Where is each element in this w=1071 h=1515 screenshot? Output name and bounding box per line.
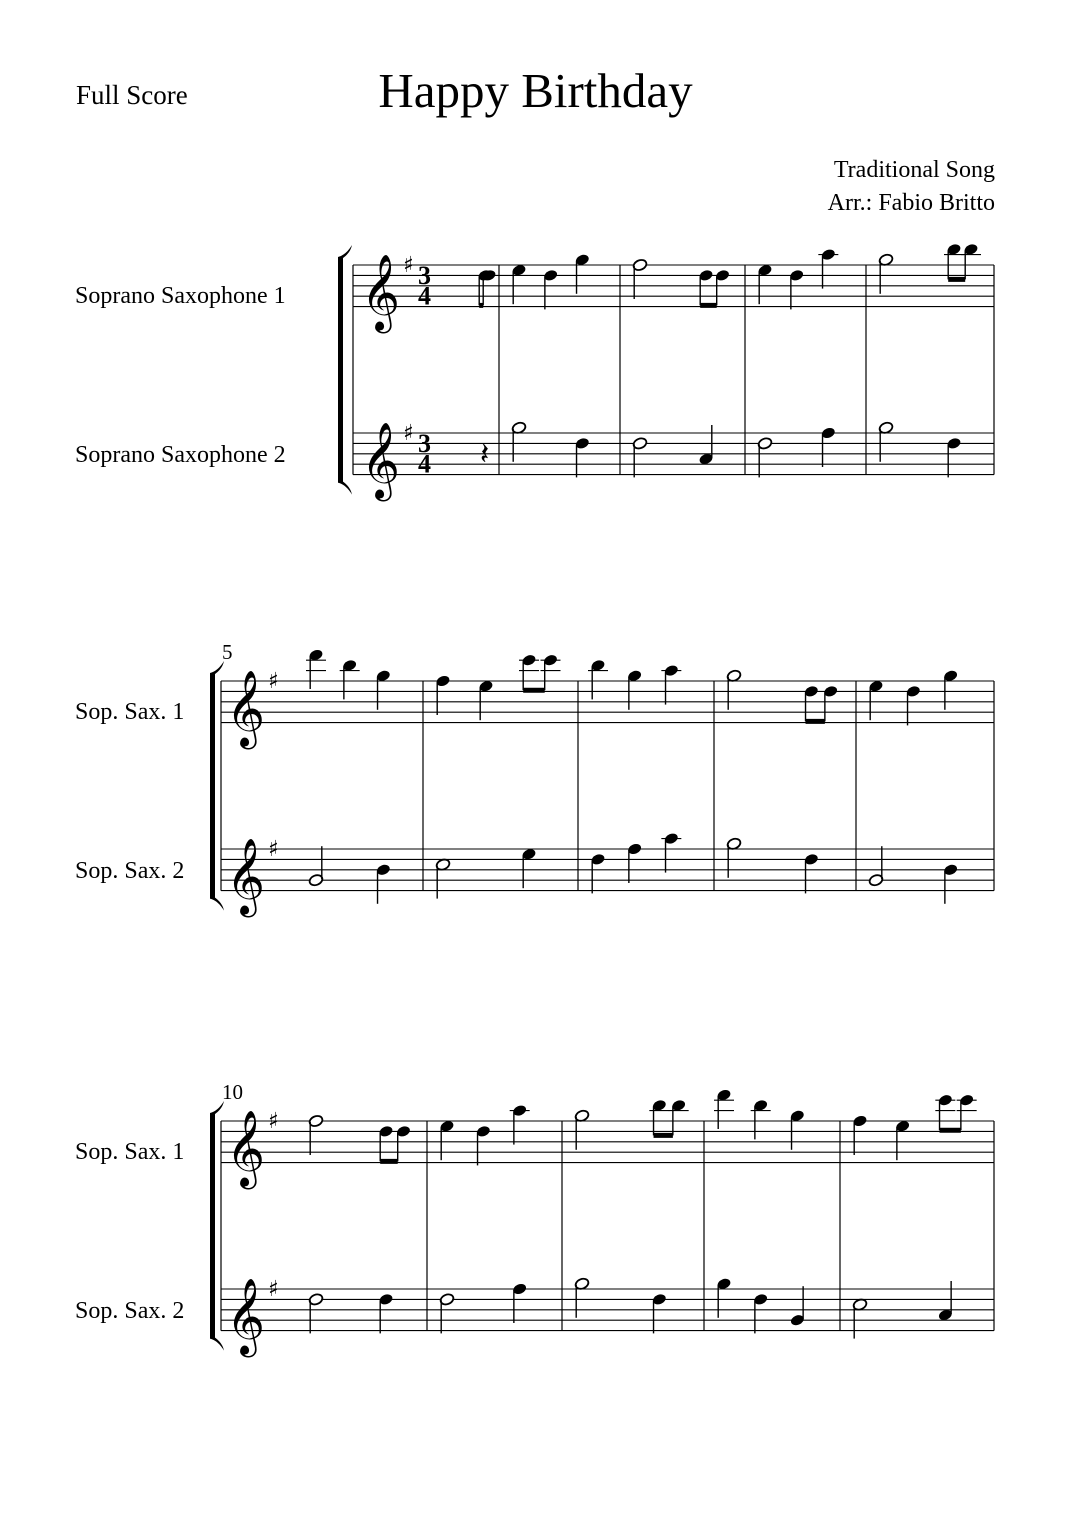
- bracket-top-hook: [338, 245, 352, 261]
- system-bracket: [210, 1113, 215, 1339]
- quarter-rest-icon: 𝄽: [480, 437, 490, 473]
- treble-clef-icon: 𝄞: [226, 669, 266, 747]
- instrument-label-sax1: Sop. Sax. 1: [75, 699, 185, 725]
- arranger-credit: Arr.: Fabio Britto: [827, 190, 995, 216]
- bracket-bottom-hook: [338, 479, 352, 495]
- system-bracket: [338, 257, 343, 483]
- sharp-icon: ♯: [268, 837, 279, 862]
- time-signature-numerator: 3: [418, 260, 431, 290]
- measure-number: 10: [222, 1080, 243, 1104]
- treble-clef-icon: 𝄞: [226, 837, 266, 915]
- time-signature-numerator: 3: [418, 428, 431, 458]
- sharp-icon: ♯: [268, 1109, 279, 1134]
- instrument-label-sax2: Soprano Saxophone 2: [75, 442, 286, 468]
- system-bracket: [210, 673, 215, 899]
- bracket-top-hook: [210, 1101, 224, 1117]
- time-signature-denominator: 4: [418, 281, 431, 311]
- time-signature-denominator: 4: [418, 449, 431, 479]
- full-score-label: Full Score: [76, 80, 188, 110]
- bracket-bottom-hook: [210, 1335, 224, 1351]
- instrument-label-sax1: Soprano Saxophone 1: [75, 283, 286, 309]
- measure-number: 5: [222, 640, 233, 664]
- score-title: Happy Birthday: [378, 63, 693, 118]
- sharp-icon: ♯: [403, 421, 414, 446]
- instrument-label-sax2: Sop. Sax. 2: [75, 858, 185, 884]
- treble-clef-icon: 𝄞: [361, 421, 401, 499]
- composer-credit: Traditional Song: [833, 157, 995, 183]
- treble-clef-icon: 𝄞: [226, 1277, 266, 1355]
- bracket-bottom-hook: [210, 895, 224, 911]
- instrument-label-sax1: Sop. Sax. 1: [75, 1139, 185, 1165]
- treble-clef-icon: 𝄞: [361, 253, 401, 331]
- treble-clef-icon: 𝄞: [226, 1109, 266, 1187]
- sharp-icon: ♯: [268, 669, 279, 694]
- instrument-label-sax2: Sop. Sax. 2: [75, 1298, 185, 1324]
- sharp-icon: ♯: [268, 1277, 279, 1302]
- bracket-top-hook: [210, 661, 224, 677]
- sharp-icon: ♯: [403, 253, 414, 278]
